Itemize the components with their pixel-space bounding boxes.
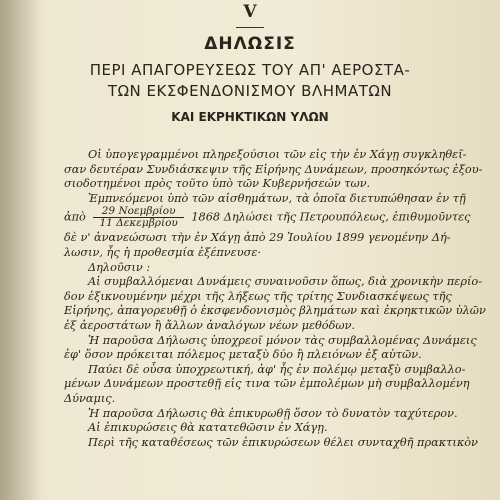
date-fraction — [93, 206, 183, 229]
date-suffix: 1868 Δηλώσει τῆς Πετρουπόλεως, ἐπιθυμοῦντες — [191, 210, 471, 224]
body-line: ἐφ' ὅσον πρόκειται πόλεμος μεταξὺ δύο ἢ πλειόνων ἐξ αὐτῶν. — [64, 348, 422, 362]
body-line: Αἱ ἐπικυρώσεις θὰ κατατεθῶσιν ἐν Χάγῃ. — [88, 421, 328, 435]
body-line: Ἡ παροῦσα Δήλωσις θὰ ἐπικυρωθῇ ὅσον τὸ δυνατὸν ταχύτερον. — [88, 406, 458, 420]
subtitle-line-1: ΠΕΡΙ ΑΠΑΓΟΡΕΥΣΕΩΣ ΤΟΥ ΑΠ' ΑΕΡΟΣΤΑ- — [89, 61, 411, 79]
body-line: σιοδοτημένοι πρὸς τοῦτο ὑπὸ τῶν Κυβερνήσεών των. — [64, 177, 371, 191]
body-line: Ἐμπνεόμενοι ὑπὸ τῶν αἰσθημάτων, τὰ ὁποῖα διετυπώθησαν ἐν τῇ — [88, 191, 466, 205]
body-line: μένων Δυνάμεων προστεθῇ εἰς τινα τῶν ἐμπολέμων μὴ συμβαλλομένη — [64, 377, 470, 391]
body-line: δὲ ν' ἀνανεώσωσι τὴν ἐν Χάγῃ ἀπὸ 29 Ἰουλίου 1899 γενομένην Δή- — [64, 231, 451, 245]
date-old-style: 29 Νοεμβρίου — [93, 206, 183, 218]
body-line: ἐξ ἀεροστάτων ἢ ἄλλων ἀναλόγων νέων μεθόδων. — [64, 318, 356, 332]
section-number: V — [243, 2, 257, 22]
body-line: Ἡ παροῦσα Δήλωσις ὑποχρεοῖ μόνον τὰς συμβαλλομένας Δυνάμεις — [88, 333, 477, 347]
body-line: Δύναμις. — [64, 391, 116, 405]
declaration-body — [64, 148, 500, 450]
subtitle-line-2: ΤΩΝ ΕΚΣΦΕΝΔΟΝΙΣΜΟΥ ΒΛΗΜΑΤΩΝ — [107, 82, 393, 100]
body-line: Οἱ ὑπογεγραμμένοι πληρεξούσιοι τῶν εἰς τὴν ἐν Χάγῃ συγκληθεῖ- — [88, 148, 467, 161]
date-prefix: ἀπὸ — [64, 210, 86, 224]
body-line: Παύει δὲ οὖσα ὑποχρεωτική, ἀφ' ἧς ἐν πολέμῳ μεταξὺ συμβαλλο- — [88, 362, 466, 376]
date-line — [64, 206, 500, 231]
date-new-style: 11 Δεκεμβρίου — [99, 217, 178, 230]
body-line: Δηλοῦσιν : — [88, 260, 151, 274]
body-line: Εἰρήνης, ἀπαγορευθῇ ὁ ἐκσφενδονισμὸς βλημάτων καὶ ἐκρηκτικῶν ὑλῶν — [64, 304, 486, 318]
body-line: σαν δευτέραν Συνδιάσκεψιν τῆς Εἰρήνης Δυνάμεων, προσηκόντως ἐξου- — [64, 162, 483, 176]
body-line: Αἱ συμβαλλόμεναι Δυνάμεις συναινοῦσιν ὅπως, διὰ χρονικὴν περίο- — [88, 275, 483, 289]
body-line: Περὶ τῆς καταθέσεως τῶν ἐπικυρώσεων θέλει συνταχθῆ πρακτικὸν — [88, 435, 478, 449]
body-line: δον ἐξικνουμένην μέχρι τῆς λήξεως τῆς τρίτης Συνδιασκέψεως τῆς — [64, 289, 452, 303]
document-title: ΔΗΛΩΣΙΣ — [204, 34, 296, 54]
subtitle-line-3: ΚΑΙ ΕΚΡΗΚΤΙΚΩΝ ΥΛΩΝ — [171, 110, 329, 124]
body-line: λωσιν, ἧς ἡ προθεσμία ἐξέπνευσε· — [64, 245, 261, 259]
top-rule — [236, 27, 264, 28]
